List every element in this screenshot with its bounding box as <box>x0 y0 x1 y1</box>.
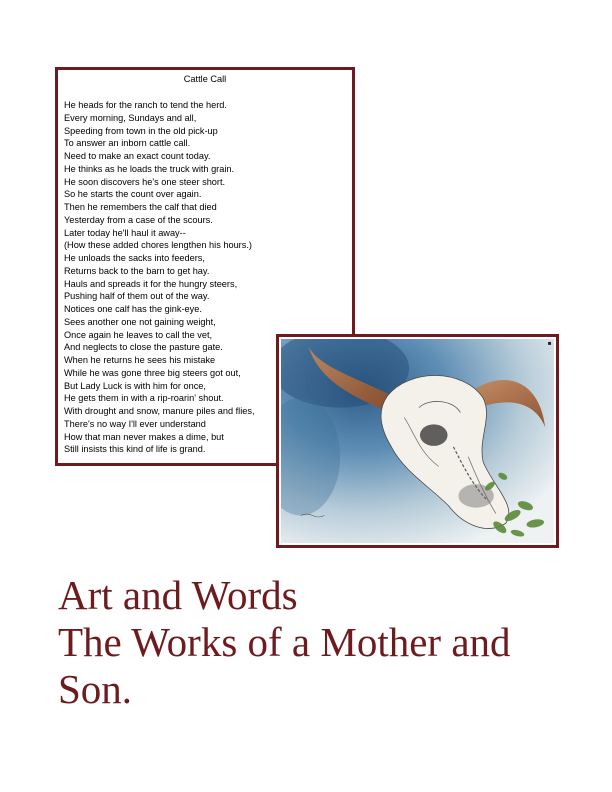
poem-line: How that man never makes a dime, but <box>64 431 224 442</box>
poem-line: Yesterday from a case of the scours. <box>64 214 213 225</box>
poem-line: So he starts the count over again. <box>64 189 202 200</box>
poem-line: Once again he leaves to call the vet, <box>64 329 213 340</box>
poem-line: He gets them in with a rip-roarin' shout. <box>64 393 224 404</box>
poem-line: Every morning, Sundays and all, <box>64 112 197 123</box>
skull-painting <box>281 339 554 543</box>
poem-line: While he was gone three big steers got out, <box>64 367 241 378</box>
poem-line: Notices one calf has the gink-eye. <box>64 304 202 314</box>
poem-line: When he returns he sees his mistake <box>64 355 216 365</box>
poem-line: Sees another one not gaining weight, <box>64 316 216 327</box>
poem-line: Hauls and spreads it for the hungry steers, <box>64 278 238 289</box>
poem-line: He unloads the sacks into feeders, <box>64 253 205 263</box>
page-heading <box>58 572 598 713</box>
poem-line: Still insists this kind of life is grand. <box>64 444 206 455</box>
poem-line: Pushing half of them out of the way. <box>64 291 210 302</box>
poem-line: There's no way I'll ever understand <box>64 418 206 429</box>
poem-line: Returns back to the barn to get hay. <box>64 265 210 276</box>
poem-line: He heads for the ranch to tend the herd. <box>64 100 227 110</box>
heading-line-3: Son. <box>58 666 133 712</box>
poem-line: With drought and snow, manure piles and flies, <box>64 406 255 416</box>
poem-line: Speeding from town in the old pick-up <box>64 125 218 136</box>
poem-line: And neglects to close the pasture gate. <box>64 342 223 353</box>
poem-line: Then he remembers the calf that died <box>64 202 217 212</box>
poem-line: Need to make an exact count today. <box>64 151 211 161</box>
poem-line: To answer an inborn cattle call. <box>64 138 191 149</box>
heading-line-1: Art and Words <box>58 572 298 618</box>
poem-line: He thinks as he loads the truck with grain. <box>64 163 235 174</box>
poem-line: He soon discovers he's one steer short. <box>64 176 226 187</box>
poem-title: Cattle Call <box>183 74 227 84</box>
poem-line: (How these added chores lengthen his hours.) <box>64 240 252 251</box>
eye-socket <box>420 424 448 446</box>
artwork-frame <box>276 334 559 548</box>
heading-line-2: The Works of a Mother and <box>58 619 511 665</box>
poem-line: But Lady Luck is with him for once, <box>64 380 206 391</box>
poem-line: Later today he'll haul it away-- <box>64 227 186 238</box>
